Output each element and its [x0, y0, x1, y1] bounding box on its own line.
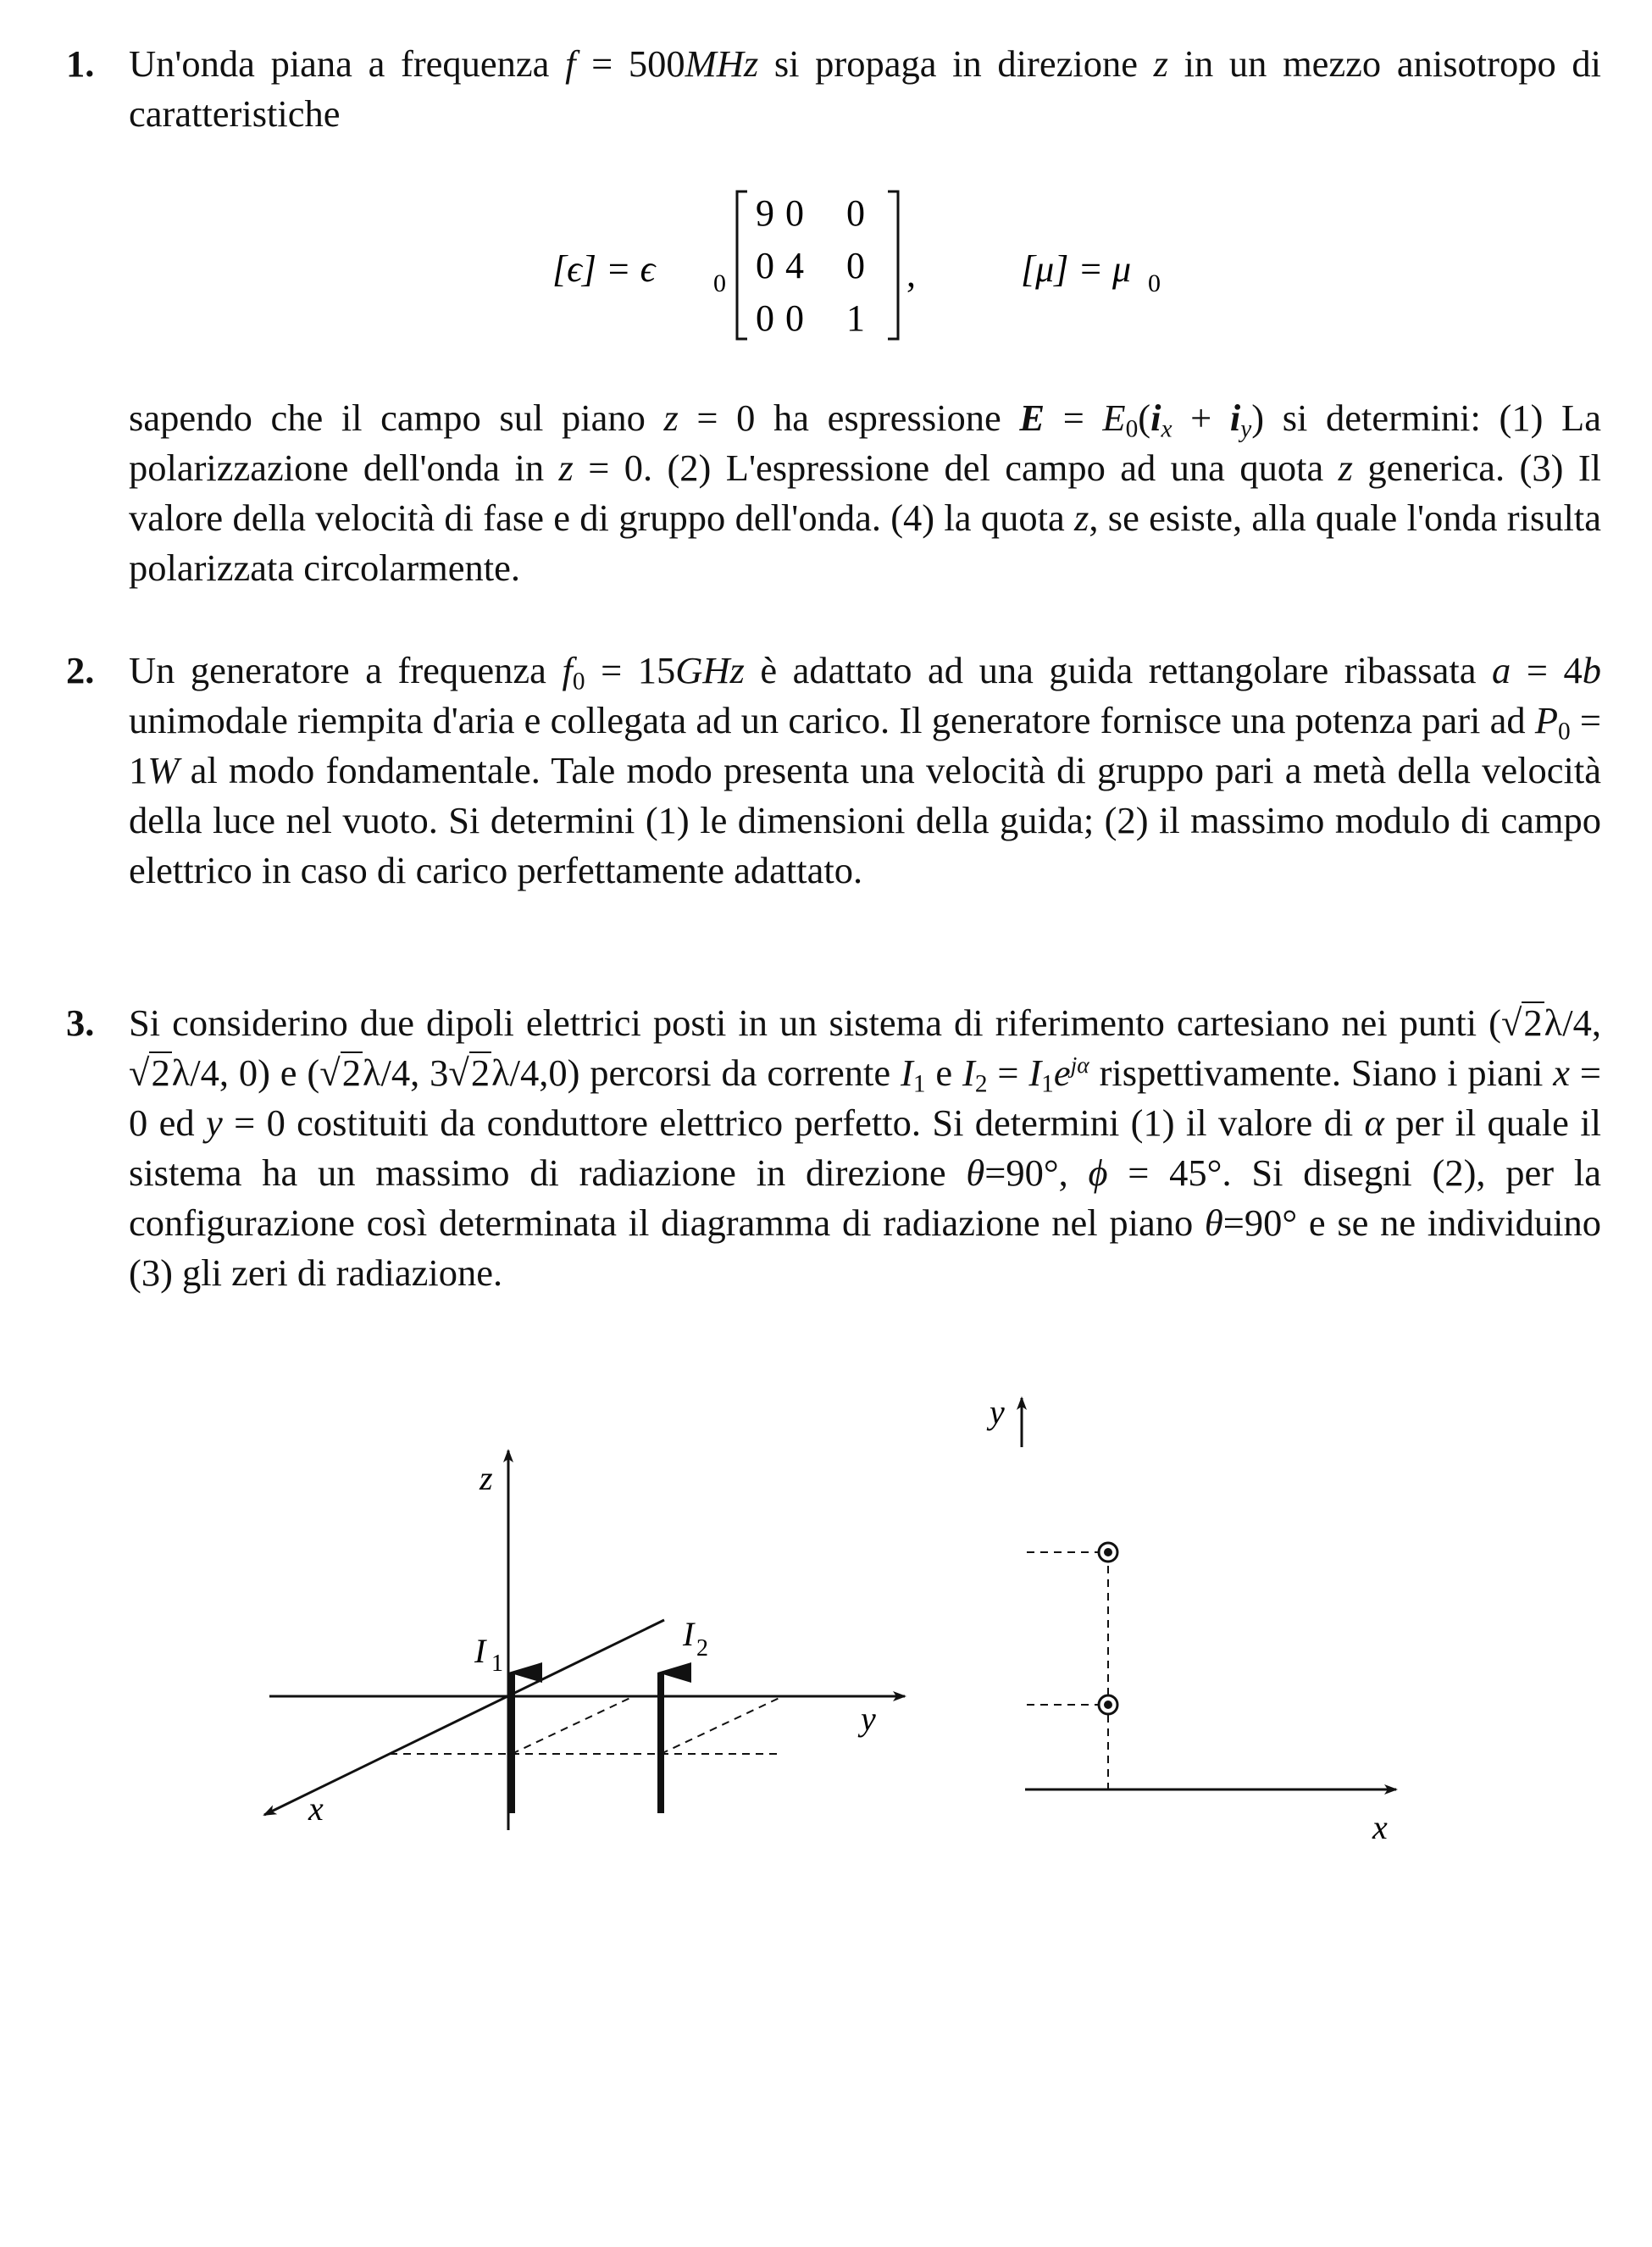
text: = 1 — [129, 699, 1601, 791]
radicand: 2 — [1523, 1001, 1543, 1044]
sqrt: √2 — [319, 1051, 361, 1094]
text: , se esiste, alla quale l'onda risulta polarizzata circolarmente. — [129, 497, 1601, 589]
text: = 0. (2) L'espressione del campo ad una quota — [573, 447, 1339, 489]
text: = 0 ha espressione — [678, 397, 1020, 439]
matrix-cell: 4 — [785, 245, 804, 286]
math-var: a — [1492, 649, 1511, 691]
matrix-cell: 0 — [846, 192, 865, 234]
dipole-figure — [0, 1390, 1652, 1864]
radicand: 2 — [151, 1051, 170, 1094]
math-var: b — [1582, 649, 1601, 691]
text: e — [925, 1051, 962, 1094]
sqrt: √2 — [448, 1051, 491, 1094]
text: = 15 — [585, 649, 676, 691]
subscript: 1 — [912, 1070, 926, 1098]
math-var: z — [663, 397, 679, 439]
text: λ/4, 0) e ( — [171, 1051, 320, 1094]
dashed-line — [512, 1696, 634, 1754]
problem-3-number: 3. — [66, 1001, 95, 1044]
problem-2-text — [129, 646, 1601, 896]
text: =90°, — [984, 1151, 1089, 1194]
text: = 0 costituiti da conduttore elettrico perfetto. Si determini (1) il valore di — [222, 1101, 1365, 1144]
math-var: y — [205, 1101, 223, 1144]
math-unit: GHz — [675, 649, 745, 691]
math-unit: W — [147, 749, 180, 791]
dipole-1-label: I — [474, 1632, 486, 1670]
subscript: 0 — [1558, 718, 1571, 746]
text: λ/4,0) percorsi da corrente — [491, 1051, 901, 1094]
y-axis-label: y — [861, 1700, 876, 1738]
text: λ/4, 3 — [362, 1051, 449, 1094]
mu-subscript: 0 — [1148, 269, 1161, 297]
math-var: e — [1053, 1051, 1071, 1094]
left-diagram — [264, 1451, 905, 1830]
math-var: I — [900, 1051, 913, 1094]
matrix — [756, 192, 865, 339]
problem-2-number: 2. — [66, 649, 95, 691]
text: in un mezzo anisotropo di caratteristiche — [129, 42, 1601, 135]
math-var: E — [1102, 397, 1126, 439]
z-axis-label: z — [480, 1459, 493, 1497]
subscript: x — [1161, 415, 1172, 443]
dipole-1-subscript: 1 — [491, 1651, 503, 1677]
text: ) si determini: (1) La polarizzazione dell'onda in — [129, 397, 1601, 489]
problem-2 — [66, 646, 1601, 896]
text: = 0 ed — [129, 1051, 1601, 1144]
problem-1-number: 1. — [66, 42, 95, 85]
eps-subscript: 0 — [713, 269, 726, 297]
math-var: I — [1028, 1051, 1042, 1094]
math-var: z — [1153, 42, 1168, 85]
subscript: 2 — [974, 1070, 988, 1098]
problem-1 — [66, 39, 1601, 139]
problem-1-body — [66, 393, 1601, 593]
text: al modo fondamentale. Tale modo presenta una velocità di gruppo pari a metà della velocità della luce nel vuoto. Si determini (1) le dimensioni della guida; (2) il massimo modulo di campo elettrico in caso di carico perfettamente adattato. — [129, 749, 1601, 891]
text: per il quale il sistema ha un massimo di radiazione in direzione — [129, 1101, 1601, 1194]
math-vector: i — [1150, 397, 1161, 439]
text: =90° e se ne individuino (3) gli zeri di radiazione. — [129, 1201, 1601, 1294]
superscript: jα — [1070, 1051, 1089, 1078]
text: Un'onda piana a frequenza — [129, 42, 566, 85]
math-var: f — [562, 649, 573, 691]
text: si propaga in direzione — [758, 42, 1154, 85]
subscript: y — [1240, 415, 1252, 443]
matrix-cell: 0 — [785, 192, 804, 234]
math-var: ϕ — [1088, 1151, 1108, 1194]
x-axis-label: x — [1372, 1808, 1388, 1846]
sqrt: √2 — [129, 1051, 170, 1094]
math-var: z — [1074, 497, 1089, 539]
math-var: P — [1534, 699, 1558, 741]
text: = 4 — [1511, 649, 1583, 691]
text: = — [1045, 397, 1103, 439]
x-axis-label: x — [308, 1789, 324, 1828]
math-var: θ — [966, 1151, 985, 1194]
math-var: α — [1364, 1101, 1384, 1144]
math-var: x — [1553, 1051, 1570, 1094]
radicand: 2 — [470, 1051, 491, 1094]
problem-3-text — [129, 998, 1601, 1298]
matrix-cell: 0 — [785, 297, 804, 339]
math-var: z — [1338, 447, 1353, 489]
text: + — [1172, 397, 1230, 439]
text: λ/4, — [1544, 1001, 1601, 1044]
text: unimodale riempita d'aria e collegata ad un carico. Il generatore fornisce una potenza pari ad — [129, 699, 1535, 741]
math-var: θ — [1204, 1201, 1223, 1244]
text: Un generatore a frequenza — [129, 649, 563, 691]
text: = 45°. Si disegni (2), per la configurazione così determinata il diagramma di radiazione nel piano — [129, 1151, 1601, 1244]
dipole-2-label: I — [683, 1615, 695, 1653]
text: ( — [1138, 397, 1151, 439]
dipole-marker-bottom — [1099, 1695, 1117, 1714]
math-unit: MHz — [685, 42, 759, 85]
eps-lhs: [ϵ] = ϵ — [552, 248, 656, 290]
dipole-marker-top — [1099, 1543, 1117, 1562]
right-diagram — [986, 1393, 1396, 1846]
y-axis-label: y — [990, 1393, 1005, 1431]
dipole-2-subscript: 2 — [696, 1635, 708, 1662]
sqrt: √2 — [1500, 1001, 1543, 1044]
text: generica. (3) Il valore della velocità di fase e di gruppo dell'onda. (4) la quota — [129, 447, 1601, 539]
problem-1-questions — [129, 393, 1601, 593]
math-vector: E — [1019, 397, 1045, 439]
text: = — [987, 1051, 1029, 1094]
text: rispettivamente. Siano i piani — [1089, 1051, 1554, 1094]
x-axis — [264, 1620, 664, 1815]
subscript: 0 — [1125, 415, 1139, 443]
text: = 500 — [575, 42, 685, 85]
material-equation — [0, 178, 1652, 398]
text: è adattato ad una guida rettangolare ribassata — [744, 649, 1493, 691]
matrix-cell: 0 — [756, 245, 774, 286]
text: Si considerino due dipoli elettrici posti in un sistema di riferimento cartesiano nei punti ( — [129, 1001, 1501, 1044]
problem-3 — [66, 998, 1601, 1298]
math-vector: i — [1229, 397, 1241, 439]
left-bracket — [737, 191, 747, 339]
matrix-cell: 9 — [756, 192, 774, 234]
subscript: 0 — [572, 668, 585, 696]
math-var: I — [962, 1051, 975, 1094]
problem-1-intro — [129, 39, 1601, 139]
right-bracket — [888, 191, 898, 339]
matrix-cell: 0 — [846, 245, 865, 286]
math-var: f — [565, 42, 576, 85]
math-var: z — [558, 447, 574, 489]
matrix-cell: 0 — [756, 297, 774, 339]
radicand: 2 — [341, 1051, 361, 1094]
matrix-cell: 1 — [846, 297, 865, 339]
subscript: 1 — [1041, 1070, 1054, 1098]
dashed-line — [661, 1696, 783, 1754]
eq-comma: , — [906, 253, 916, 295]
mu-eq: [μ] = μ — [1021, 248, 1132, 290]
text: sapendo che il campo sul piano — [129, 397, 664, 439]
